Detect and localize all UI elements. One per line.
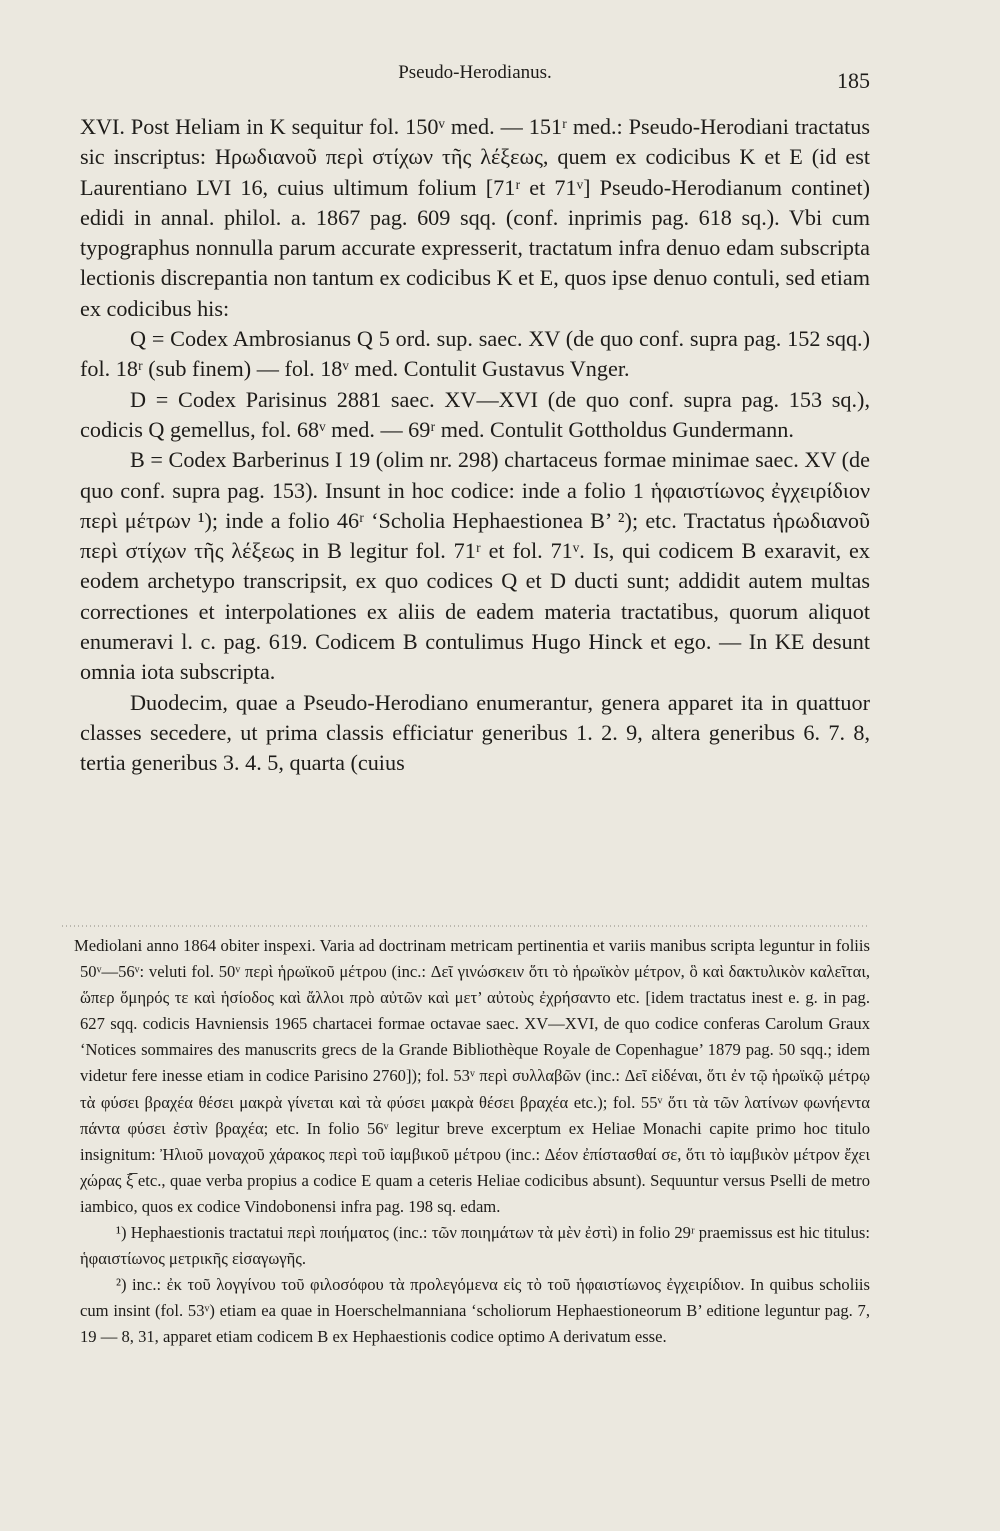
footnote-2: ²) inc.: ἐκ τοῦ λογγίνου τοῦ φιλοσόφου τὰ προλεγόμενα εἰς τὸ τοῦ ἡφαιστίωνος ἐγχειρίδιον. In quibus scholiis cum insint (fol. 53ᵛ) etiam ea quae in Hoerschelmanniana ‘scholiorum Hephaestioneorum B’ editione leguntur pag. 7, 19 — 8, 31, apparet etiam codicem B ex Hephaestionis codice optimo A derivatum esse.	[80, 1275, 870, 1347]
paragraph: D = Codex Parisinus 2881 saec. XV—XVI (de quo conf. supra pag. 153 sq.), codicis Q gemellus, fol. 68ᵛ med. — 69ʳ med. Contulit Gottholdus Gundermann.	[80, 386, 870, 442]
main-text	[80, 112, 870, 779]
paragraph: B = Codex Barberinus I 19 (olim nr. 298) chartaceus formae minimae saec. XV (de quo conf. supra pag. 153). Insunt in hoc codice: inde a folio 1 ἡφαιστίωνος ἐγχειρίδιον περὶ μέτρων ¹); inde a folio 46ʳ ‘Scholia Hephaestionea B’ ²); etc. Tractatus ἡρωδιανοῦ περὶ στίχων τῆς λέξεως in B legitur fol. 71ʳ et fol. 71ᵛ. Is, qui codicem B exaravit, ex eodem archetypo transcripsit, ex quo codices Q et D ducti sunt; addidit autem multas correctiones et interpolationes ex aliis de eadem materia tractatibus, quorum aliquot enumeravi l. c. pag. 619. Codicem B contulimus Hugo Hinck et ego. — In KE desunt omnia iota subscripta.	[80, 447, 870, 685]
page-number: 185	[837, 68, 870, 93]
page-header	[80, 60, 870, 93]
footnote-1: ¹) Hephaestionis tractatui περὶ ποιήματος (inc.: τῶν ποιημάτων τὰ μὲν ἐστὶ) in folio 29ʳ praemissus est hic titulus: ἡφαιστίωνος μετρικῆς εἰσαγωγῆς.	[80, 1223, 870, 1269]
paragraph: Q = Codex Ambrosianus Q 5 ord. sup. saec. XV (de quo conf. supra pag. 152 sqq.) fol. 18ʳ (sub finem) — fol. 18ᵛ med. Contulit Gustavus Vnger.	[80, 326, 870, 382]
paragraph: XVI. Post Heliam in K sequitur fol. 150ᵛ med. — 151ʳ med.: Pseudo-Herodiani tractatus sic inscriptus: Ηρωδιανοῦ περὶ στίχων τῆς λέξεως, quem ex codicibus K et E (id est Laurentiano LVI 16, cuius ultimum folium [71ʳ et 71ᵛ] Pseudo-Herodianum continet) edidi in annal. philol. a. 1867 pag. 609 sqq. (conf. inprimis pag. 618 sq.). Vbi cum typographus nonnulla parum accurate expresserit, tractatum infra denuo edam subscripta lectionis discrepantia non tantum ex codicibus K et E, quos ipse denuo contuli, sed etiam ex codicibus his:	[80, 114, 870, 321]
footnotes	[74, 933, 870, 1351]
paragraph: Duodecim, quae a Pseudo-Herodiano enumerantur, genera apparet ita in quattuor classes secedere, ut prima classis efficiatur generibus 1. 2. 9, altera generibus 6. 7. 8, tertia generibus 3. 4. 5, quarta (cuius	[80, 689, 870, 776]
footnote-continuation: Mediolani anno 1864 obiter inspexi. Varia ad doctrinam metricam pertinentia et variis manibus scripta leguntur in foliis 50ᵛ—56ᵛ: veluti fol. 50ᵛ περὶ ἡρωϊκοῦ μέτρου (inc.: Δεῖ γινώσκειν ὅτι τὸ ἡρωϊκὸν μέτρον, ὃ καὶ δακτυλικὸν καλεῖται, ὥπερ ὅμηρός τε καὶ ἡσίοδος καὶ ἄλλοι πρὸ αὐτῶν καὶ μετ’ αὐτοὺς ἐχρήσαντο etc. [idem tractatus inest e. g. in pag. 627 sqq. codicis Havniensis 1965 chartacei formae octavae saec. XV—XVI, de quo codice conferas Carolum Graux ‘Notices sommaires des manuscrits grecs de la Grande Bibliothèque Royale de Copenhague’ 1879 pag. 50 sqq.; idem videtur fere inesse etiam in codice Parisino 2760]); fol. 53ᵛ περὶ συλλαβῶν (inc.: Δεῖ εἰδέναι, ὅτι ἐν τῷ ἡρωϊκῷ μέτρῳ τὰ φύσει βραχέα θέσει μακρὰ γίνεται καὶ τὰ φύσει μακρὰ θέσει βραχέα etc.); fol. 55ᵛ ὅτι τὰ τῶν λατίνων φωνήεντα πάντα φύσει ἐστὶν βραχέα; etc. In folio 56ᵛ legitur breve excerptum ex Heliae Monachi capite primo hoc titulo insignitum: Ἠλιοῦ μοναχοῦ χάρακος περὶ τοῦ ἰαμβικοῦ μέτρου (inc.: Δέον ἐπίστασθαί σε, ὅτι τὸ ἰαμβικὸν μέτρον ἔχει χώρας ξ̅ etc., quae verba propius a codice E quam a ceteris Heliae codicibus absunt). Sequuntur versus Pselli de metro iambico, quos ex codice Vindobonensi infra pag. 198 sq. edam.	[74, 936, 870, 1216]
footnote-separator	[62, 922, 870, 930]
running-title: Pseudo-Herodianus.	[398, 62, 552, 83]
